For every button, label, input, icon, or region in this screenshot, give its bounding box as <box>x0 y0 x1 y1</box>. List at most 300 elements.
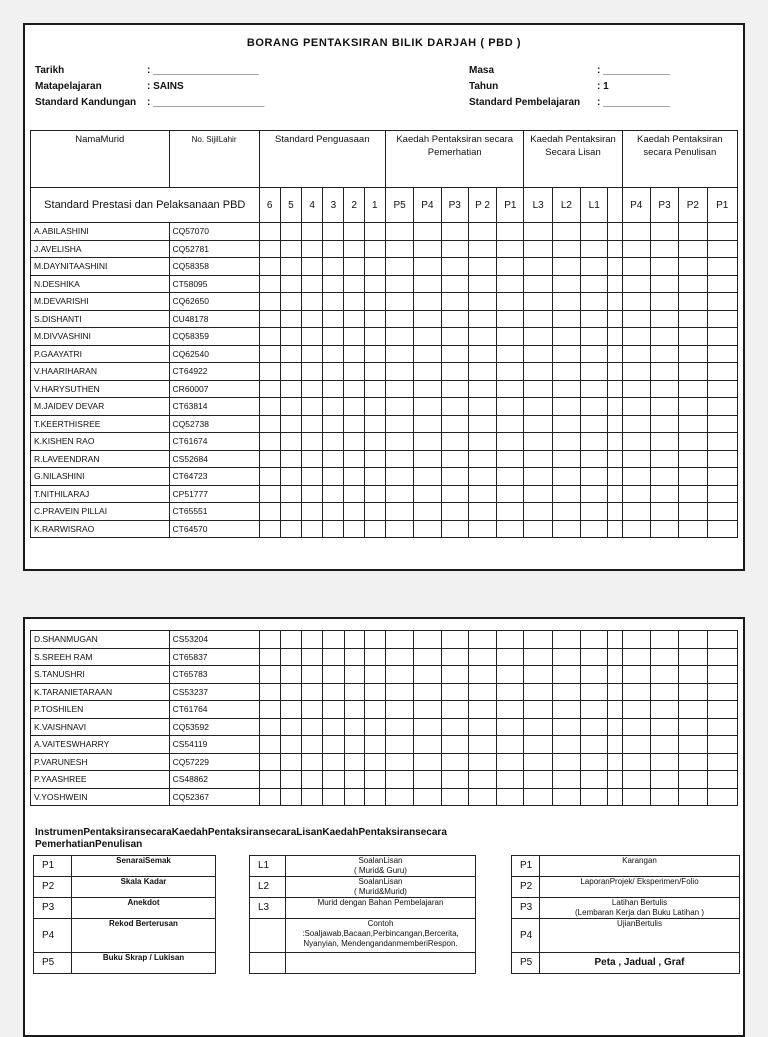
mark-cell[interactable] <box>414 736 441 754</box>
mark-cell[interactable] <box>622 275 650 293</box>
mark-cell[interactable] <box>650 468 678 486</box>
mark-cell[interactable] <box>497 363 524 381</box>
mark-cell[interactable] <box>524 275 552 293</box>
mark-cell[interactable] <box>344 380 364 398</box>
mark-cell[interactable] <box>524 433 552 451</box>
mark-cell[interactable] <box>524 736 552 754</box>
mark-cell[interactable] <box>441 468 468 486</box>
mark-cell[interactable] <box>441 753 468 771</box>
mark-cell[interactable] <box>679 718 707 736</box>
mark-cell[interactable] <box>414 433 441 451</box>
mark-cell[interactable] <box>323 450 344 468</box>
mark-cell[interactable] <box>552 293 580 311</box>
mark-cell[interactable] <box>608 718 622 736</box>
mark-cell[interactable] <box>323 223 344 241</box>
mark-cell[interactable] <box>468 503 496 521</box>
mark-cell[interactable] <box>679 631 707 649</box>
mark-cell[interactable] <box>414 240 441 258</box>
mark-cell[interactable] <box>679 223 707 241</box>
mark-cell[interactable] <box>552 503 580 521</box>
mark-cell[interactable] <box>524 293 552 311</box>
mark-cell[interactable] <box>344 240 364 258</box>
mark-cell[interactable] <box>650 293 678 311</box>
mark-cell[interactable] <box>385 485 413 503</box>
mark-cell[interactable] <box>344 433 364 451</box>
mark-cell[interactable] <box>608 631 622 649</box>
mark-cell[interactable] <box>679 240 707 258</box>
mark-cell[interactable] <box>581 666 608 684</box>
mark-cell[interactable] <box>707 433 737 451</box>
mark-cell[interactable] <box>385 415 413 433</box>
mark-cell[interactable] <box>364 363 385 381</box>
mark-cell[interactable] <box>650 223 678 241</box>
mark-cell[interactable] <box>679 293 707 311</box>
mark-cell[interactable] <box>524 380 552 398</box>
mark-cell[interactable] <box>608 701 622 719</box>
mark-cell[interactable] <box>707 398 737 416</box>
mark-cell[interactable] <box>441 223 468 241</box>
mark-cell[interactable] <box>302 753 323 771</box>
mark-cell[interactable] <box>364 788 385 806</box>
mark-cell[interactable] <box>441 450 468 468</box>
mark-cell[interactable] <box>323 398 344 416</box>
mark-cell[interactable] <box>259 310 280 328</box>
mark-cell[interactable] <box>259 485 280 503</box>
mark-cell[interactable] <box>552 310 580 328</box>
mark-cell[interactable] <box>302 485 323 503</box>
mark-cell[interactable] <box>385 275 413 293</box>
mark-cell[interactable] <box>707 701 738 719</box>
mark-cell[interactable] <box>468 666 496 684</box>
mark-cell[interactable] <box>323 788 344 806</box>
mark-cell[interactable] <box>497 485 524 503</box>
mark-cell[interactable] <box>385 433 413 451</box>
mark-cell[interactable] <box>344 718 364 736</box>
mark-cell[interactable] <box>497 631 524 649</box>
mark-cell[interactable] <box>414 666 441 684</box>
mark-cell[interactable] <box>497 503 524 521</box>
mark-cell[interactable] <box>323 753 344 771</box>
mark-cell[interactable] <box>679 771 707 789</box>
mark-cell[interactable] <box>622 718 650 736</box>
mark-cell[interactable] <box>622 753 650 771</box>
mark-cell[interactable] <box>344 520 364 538</box>
mark-cell[interactable] <box>622 771 650 789</box>
mark-cell[interactable] <box>707 293 737 311</box>
mark-cell[interactable] <box>441 415 468 433</box>
mark-cell[interactable] <box>414 648 441 666</box>
mark-cell[interactable] <box>679 503 707 521</box>
mark-cell[interactable] <box>280 788 301 806</box>
mark-cell[interactable] <box>414 258 441 276</box>
mark-cell[interactable] <box>497 788 524 806</box>
mark-cell[interactable] <box>524 415 552 433</box>
mark-cell[interactable] <box>707 468 737 486</box>
mark-cell[interactable] <box>364 433 385 451</box>
mark-cell[interactable] <box>323 520 344 538</box>
mark-cell[interactable] <box>364 631 385 649</box>
mark-cell[interactable] <box>497 258 524 276</box>
mark-cell[interactable] <box>679 363 707 381</box>
mark-cell[interactable] <box>302 520 323 538</box>
mark-cell[interactable] <box>707 485 737 503</box>
mark-cell[interactable] <box>323 503 344 521</box>
mark-cell[interactable] <box>441 485 468 503</box>
mark-cell[interactable] <box>280 363 301 381</box>
mark-cell[interactable] <box>581 503 608 521</box>
mark-cell[interactable] <box>650 240 678 258</box>
mark-cell[interactable] <box>259 788 280 806</box>
mark-cell[interactable] <box>497 736 524 754</box>
mark-cell[interactable] <box>302 328 323 346</box>
mark-cell[interactable] <box>441 345 468 363</box>
mark-cell[interactable] <box>414 310 441 328</box>
mark-cell[interactable] <box>468 258 496 276</box>
mark-cell[interactable] <box>302 771 323 789</box>
mark-cell[interactable] <box>581 398 608 416</box>
mark-cell[interactable] <box>302 223 323 241</box>
mark-cell[interactable] <box>524 631 552 649</box>
mark-cell[interactable] <box>622 223 650 241</box>
mark-cell[interactable] <box>259 503 280 521</box>
mark-cell[interactable] <box>650 631 678 649</box>
mark-cell[interactable] <box>707 753 738 771</box>
mark-cell[interactable] <box>302 240 323 258</box>
mark-cell[interactable] <box>524 718 552 736</box>
mark-cell[interactable] <box>323 648 344 666</box>
mark-cell[interactable] <box>323 468 344 486</box>
mark-cell[interactable] <box>364 275 385 293</box>
mark-cell[interactable] <box>441 771 468 789</box>
mark-cell[interactable] <box>707 415 737 433</box>
mark-cell[interactable] <box>552 753 580 771</box>
mark-cell[interactable] <box>344 468 364 486</box>
mark-cell[interactable] <box>385 345 413 363</box>
mark-cell[interactable] <box>622 788 650 806</box>
mark-cell[interactable] <box>622 240 650 258</box>
mark-cell[interactable] <box>650 310 678 328</box>
mark-cell[interactable] <box>323 328 344 346</box>
mark-cell[interactable] <box>524 771 552 789</box>
mark-cell[interactable] <box>581 753 608 771</box>
mark-cell[interactable] <box>344 345 364 363</box>
mark-cell[interactable] <box>468 310 496 328</box>
mark-cell[interactable] <box>608 275 622 293</box>
mark-cell[interactable] <box>524 328 552 346</box>
mark-cell[interactable] <box>468 631 496 649</box>
mark-cell[interactable] <box>497 666 524 684</box>
mark-cell[interactable] <box>259 520 280 538</box>
mark-cell[interactable] <box>364 293 385 311</box>
mark-cell[interactable] <box>468 415 496 433</box>
mark-cell[interactable] <box>344 450 364 468</box>
mark-cell[interactable] <box>385 736 413 754</box>
mark-cell[interactable] <box>524 223 552 241</box>
mark-cell[interactable] <box>468 520 496 538</box>
mark-cell[interactable] <box>497 415 524 433</box>
mark-cell[interactable] <box>364 701 385 719</box>
mark-cell[interactable] <box>280 503 301 521</box>
mark-cell[interactable] <box>414 701 441 719</box>
mark-cell[interactable] <box>581 485 608 503</box>
mark-cell[interactable] <box>323 363 344 381</box>
mark-cell[interactable] <box>259 363 280 381</box>
mark-cell[interactable] <box>344 683 364 701</box>
mark-cell[interactable] <box>707 345 737 363</box>
mark-cell[interactable] <box>344 398 364 416</box>
mark-cell[interactable] <box>679 788 707 806</box>
mark-cell[interactable] <box>552 328 580 346</box>
mark-cell[interactable] <box>622 468 650 486</box>
mark-cell[interactable] <box>385 701 413 719</box>
mark-cell[interactable] <box>323 293 344 311</box>
mark-cell[interactable] <box>280 398 301 416</box>
mark-cell[interactable] <box>552 771 580 789</box>
mark-cell[interactable] <box>679 666 707 684</box>
mark-cell[interactable] <box>280 631 301 649</box>
mark-cell[interactable] <box>302 648 323 666</box>
mark-cell[interactable] <box>679 275 707 293</box>
mark-cell[interactable] <box>497 398 524 416</box>
mark-cell[interactable] <box>650 345 678 363</box>
mark-cell[interactable] <box>441 631 468 649</box>
mark-cell[interactable] <box>259 718 280 736</box>
mark-cell[interactable] <box>385 240 413 258</box>
mark-cell[interactable] <box>441 380 468 398</box>
mark-cell[interactable] <box>707 631 738 649</box>
mark-cell[interactable] <box>707 736 738 754</box>
mark-cell[interactable] <box>707 380 737 398</box>
mark-cell[interactable] <box>259 398 280 416</box>
mark-cell[interactable] <box>468 753 496 771</box>
mark-cell[interactable] <box>552 468 580 486</box>
mark-cell[interactable] <box>608 415 622 433</box>
mark-cell[interactable] <box>323 718 344 736</box>
mark-cell[interactable] <box>679 701 707 719</box>
mark-cell[interactable] <box>280 468 301 486</box>
mark-cell[interactable] <box>364 648 385 666</box>
mark-cell[interactable] <box>323 240 344 258</box>
mark-cell[interactable] <box>524 520 552 538</box>
mark-cell[interactable] <box>608 753 622 771</box>
mark-cell[interactable] <box>552 450 580 468</box>
mark-cell[interactable] <box>497 310 524 328</box>
mark-cell[interactable] <box>385 258 413 276</box>
mark-cell[interactable] <box>364 503 385 521</box>
mark-cell[interactable] <box>650 275 678 293</box>
mark-cell[interactable] <box>581 310 608 328</box>
mark-cell[interactable] <box>581 415 608 433</box>
mark-cell[interactable] <box>414 450 441 468</box>
mark-cell[interactable] <box>581 240 608 258</box>
mark-cell[interactable] <box>468 433 496 451</box>
mark-cell[interactable] <box>280 258 301 276</box>
mark-cell[interactable] <box>414 398 441 416</box>
mark-cell[interactable] <box>414 771 441 789</box>
mark-cell[interactable] <box>414 345 441 363</box>
mark-cell[interactable] <box>679 468 707 486</box>
mark-cell[interactable] <box>650 433 678 451</box>
mark-cell[interactable] <box>364 415 385 433</box>
mark-cell[interactable] <box>280 433 301 451</box>
mark-cell[interactable] <box>344 293 364 311</box>
mark-cell[interactable] <box>414 753 441 771</box>
mark-cell[interactable] <box>414 485 441 503</box>
mark-cell[interactable] <box>259 293 280 311</box>
mark-cell[interactable] <box>581 718 608 736</box>
mark-cell[interactable] <box>414 415 441 433</box>
mark-cell[interactable] <box>524 398 552 416</box>
mark-cell[interactable] <box>302 363 323 381</box>
mark-cell[interactable] <box>650 485 678 503</box>
mark-cell[interactable] <box>608 736 622 754</box>
mark-cell[interactable] <box>323 666 344 684</box>
mark-cell[interactable] <box>280 345 301 363</box>
mark-cell[interactable] <box>707 223 737 241</box>
mark-cell[interactable] <box>280 718 301 736</box>
mark-cell[interactable] <box>679 450 707 468</box>
mark-cell[interactable] <box>608 223 622 241</box>
mark-cell[interactable] <box>323 258 344 276</box>
mark-cell[interactable] <box>650 415 678 433</box>
mark-cell[interactable] <box>622 648 650 666</box>
mark-cell[interactable] <box>468 788 496 806</box>
mark-cell[interactable] <box>581 450 608 468</box>
mark-cell[interactable] <box>552 345 580 363</box>
mark-cell[interactable] <box>323 736 344 754</box>
mark-cell[interactable] <box>679 485 707 503</box>
mark-cell[interactable] <box>608 380 622 398</box>
mark-cell[interactable] <box>622 450 650 468</box>
mark-cell[interactable] <box>552 701 580 719</box>
mark-cell[interactable] <box>707 503 737 521</box>
mark-cell[interactable] <box>280 380 301 398</box>
mark-cell[interactable] <box>385 363 413 381</box>
mark-cell[interactable] <box>344 771 364 789</box>
mark-cell[interactable] <box>679 398 707 416</box>
mark-cell[interactable] <box>259 701 280 719</box>
mark-cell[interactable] <box>259 666 280 684</box>
mark-cell[interactable] <box>679 345 707 363</box>
mark-cell[interactable] <box>344 415 364 433</box>
mark-cell[interactable] <box>468 345 496 363</box>
mark-cell[interactable] <box>524 503 552 521</box>
mark-cell[interactable] <box>650 788 678 806</box>
mark-cell[interactable] <box>259 433 280 451</box>
mark-cell[interactable] <box>622 503 650 521</box>
mark-cell[interactable] <box>280 485 301 503</box>
mark-cell[interactable] <box>622 683 650 701</box>
mark-cell[interactable] <box>552 648 580 666</box>
mark-cell[interactable] <box>608 398 622 416</box>
mark-cell[interactable] <box>344 753 364 771</box>
mark-cell[interactable] <box>259 450 280 468</box>
mark-cell[interactable] <box>441 701 468 719</box>
mark-cell[interactable] <box>650 753 678 771</box>
mark-cell[interactable] <box>552 666 580 684</box>
mark-cell[interactable] <box>302 683 323 701</box>
mark-cell[interactable] <box>622 520 650 538</box>
mark-cell[interactable] <box>622 736 650 754</box>
mark-cell[interactable] <box>497 293 524 311</box>
mark-cell[interactable] <box>608 240 622 258</box>
mark-cell[interactable] <box>608 771 622 789</box>
mark-cell[interactable] <box>302 666 323 684</box>
mark-cell[interactable] <box>679 380 707 398</box>
mark-cell[interactable] <box>650 398 678 416</box>
mark-cell[interactable] <box>650 718 678 736</box>
mark-cell[interactable] <box>259 223 280 241</box>
mark-cell[interactable] <box>441 433 468 451</box>
mark-cell[interactable] <box>259 468 280 486</box>
mark-cell[interactable] <box>323 380 344 398</box>
mark-cell[interactable] <box>608 258 622 276</box>
mark-cell[interactable] <box>524 363 552 381</box>
mark-cell[interactable] <box>344 736 364 754</box>
mark-cell[interactable] <box>707 275 737 293</box>
mark-cell[interactable] <box>608 683 622 701</box>
mark-cell[interactable] <box>344 363 364 381</box>
mark-cell[interactable] <box>323 275 344 293</box>
mark-cell[interactable] <box>608 345 622 363</box>
mark-cell[interactable] <box>364 520 385 538</box>
mark-cell[interactable] <box>364 771 385 789</box>
mark-cell[interactable] <box>441 718 468 736</box>
mark-cell[interactable] <box>280 701 301 719</box>
mark-cell[interactable] <box>441 275 468 293</box>
mark-cell[interactable] <box>323 310 344 328</box>
mark-cell[interactable] <box>608 468 622 486</box>
mark-cell[interactable] <box>302 503 323 521</box>
mark-cell[interactable] <box>468 701 496 719</box>
mark-cell[interactable] <box>581 363 608 381</box>
mark-cell[interactable] <box>707 520 737 538</box>
mark-cell[interactable] <box>707 718 738 736</box>
mark-cell[interactable] <box>497 433 524 451</box>
mark-cell[interactable] <box>302 398 323 416</box>
mark-cell[interactable] <box>364 736 385 754</box>
mark-cell[interactable] <box>608 433 622 451</box>
mark-cell[interactable] <box>650 666 678 684</box>
mark-cell[interactable] <box>385 310 413 328</box>
mark-cell[interactable] <box>302 275 323 293</box>
mark-cell[interactable] <box>497 468 524 486</box>
mark-cell[interactable] <box>679 736 707 754</box>
mark-cell[interactable] <box>679 310 707 328</box>
mark-cell[interactable] <box>679 433 707 451</box>
mark-cell[interactable] <box>497 240 524 258</box>
mark-cell[interactable] <box>581 648 608 666</box>
mark-cell[interactable] <box>497 380 524 398</box>
mark-cell[interactable] <box>552 718 580 736</box>
mark-cell[interactable] <box>497 701 524 719</box>
mark-cell[interactable] <box>385 520 413 538</box>
mark-cell[interactable] <box>441 503 468 521</box>
mark-cell[interactable] <box>608 293 622 311</box>
mark-cell[interactable] <box>650 363 678 381</box>
mark-cell[interactable] <box>441 328 468 346</box>
mark-cell[interactable] <box>385 398 413 416</box>
mark-cell[interactable] <box>414 380 441 398</box>
mark-cell[interactable] <box>280 328 301 346</box>
mark-cell[interactable] <box>650 520 678 538</box>
mark-cell[interactable] <box>707 648 738 666</box>
mark-cell[interactable] <box>280 240 301 258</box>
mark-cell[interactable] <box>344 648 364 666</box>
mark-cell[interactable] <box>581 701 608 719</box>
mark-cell[interactable] <box>280 223 301 241</box>
mark-cell[interactable] <box>581 275 608 293</box>
